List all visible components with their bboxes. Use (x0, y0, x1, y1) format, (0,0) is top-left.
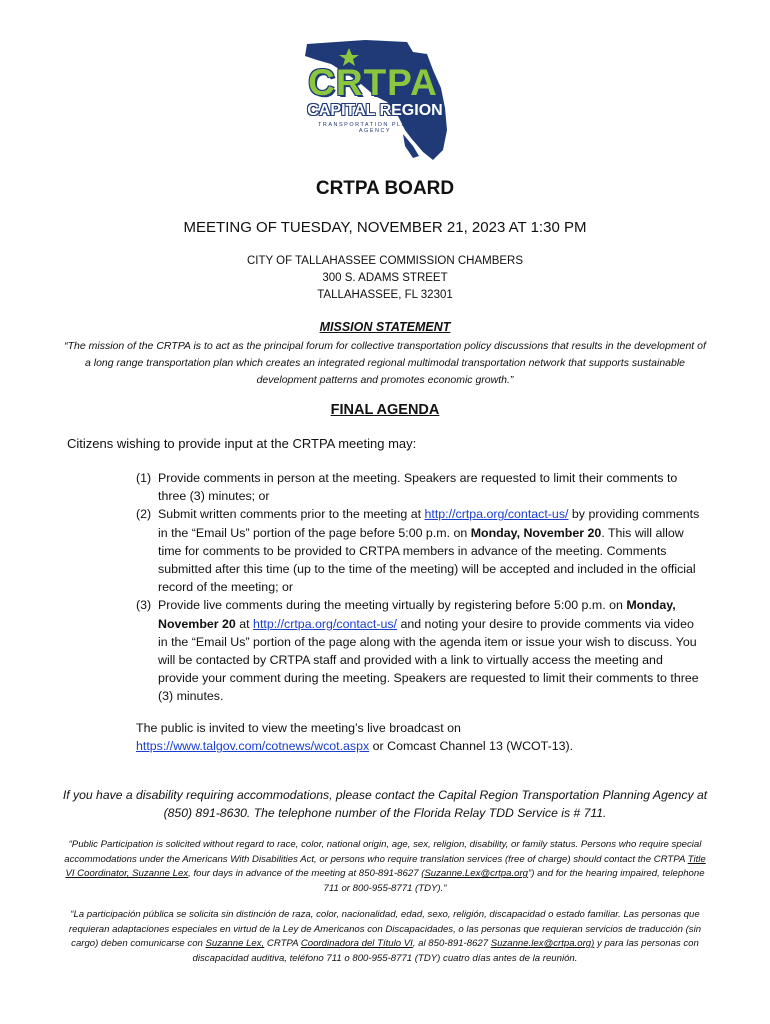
spanish-participation-notice: “La participación pública se solicita sin distinción de raza, color, nacionalidad, edad, sexo, religión, discapacidad o estado familiar. Las personas que requieran adaptaciones especiales en virtud de la Ley de Americanos con Discapacidades, o las personas que requieran servicios de traducción (sin cargo) deben comunicarse con Suzanne Lex, CRTPA Coordinadora del Título VI, al 850-891-8627 Suzanne.lex@crtpa.org) y para las personas con discapacidad auditiva, teléfono 711 o 800-955-8771 (TDY) cuatro días antes de la reunión. (68, 909, 702, 964)
participation-notice: “Public Participation is solicited without regard to race, color, national origin, age, sex, religion, disability, or family status. Persons who require special accommodations under the Americans With Disabilities Act, or persons who require translation services (free of charge) should contact the CRTPA Title VI Coordinator, Suzanne Lex, four days in advance of the meeting at 850-891-8627 (Suzanne.Lex@crtpa.org”) and for the hearing impaired, telephone 711 or 800-955-8771 (TDY).” (64, 839, 706, 894)
agenda-heading: FINAL AGENDA (330, 402, 440, 418)
broadcast-link[interactable]: https://www.talgov.com/cotnews/wcot.aspx (136, 739, 370, 754)
logo-main-text: CRTPA (308, 62, 438, 103)
crtpa-logo (295, 34, 455, 164)
broadcast-notice: The public is invited to view the meeting’s live broadcast on https://www.talgov.com/cotnews/wcot.aspx or Comcast Channel 13 (WCOT-13). (136, 721, 574, 754)
item-number: (1) (136, 471, 152, 485)
list-item (136, 469, 706, 505)
item-text: Submit written comments prior to the meeting at (158, 507, 425, 522)
mission-text: “The mission of the CRTPA is to act as the principal forum for collective transportation policy discussions that results in the development of a long range transportation plan which creates an integrated regional multimodal transportation network that supports sustainable development patterns and promotes economic growth.” (64, 340, 706, 386)
page-title: CRTPA BOARD (315, 178, 455, 199)
deadline-date: Monday, November 20 (470, 525, 602, 540)
meeting-date: MEETING OF TUESDAY, NOVEMBER 21, 2023 AT 1:30 PM (183, 219, 587, 236)
input-options-list (136, 469, 706, 706)
item-number: (3) (136, 598, 152, 613)
mission-heading: MISSION STATEMENT (319, 320, 451, 334)
coordinator-title: Coordinadora del Título VI (300, 938, 413, 949)
item-text: Provide comments in person at the meeting. Speakers are requested to limit their comments to three (3) minutes; or (158, 471, 678, 504)
disability-notice: If you have a disability requiring accommodations, please contact the Capital Region Transportation Planning Agency at (850) 891-8630. The telephone number of the Florida Relay TDD Service is # 711. (62, 788, 708, 820)
address-line-3: TALLAHASSEE, FL 32301 (317, 289, 453, 301)
contact-us-link[interactable]: http://crtpa.org/contact-us/ (424, 507, 569, 522)
coordinator-name: Suzanne Lex, (205, 938, 265, 949)
list-item: (3) Provide live comments during the meeting virtually by registering before 5:00 p.m. on Monday, November 20 at http://crtpa.org/contact-us/ and noting your desire to provide comments via video in the “Email Us” portion of the page along with the agenda item or issue your wish to discuss. You will be contacted by CRTPA staff and provided with a link to virtually access the meeting and provide your comment during the meeting. Speakers are requested to limit their comments to three (3) minutes. (136, 598, 699, 704)
address-line-1: CITY OF TALLAHASSEE COMMISSION CHAMBERS (246, 255, 524, 267)
contact-us-link[interactable]: http://crtpa.org/contact-us/ (253, 616, 397, 631)
intro-text: Citizens wishing to provide input at the CRTPA meeting may: (67, 436, 417, 451)
coordinator-email: (Suzanne.Lex@crtpa.org (421, 868, 529, 879)
logo-tagline: TRANSPORTATION PLANNING AGENCY (318, 122, 432, 134)
coordinator-email: Suzanne.lex@crtpa.org) (490, 938, 595, 949)
item-text: Provide live comments during the meeting virtually by registering before 5:00 p.m. on (158, 598, 627, 613)
list-item: (2) Submit written comments prior to the meeting at http://crtpa.org/contact-us/ by providing comments in the “Email Us” portion of the page before 5:00 p.m. on Monday, November 20. This will allow time for comments to be provided to CRTPA members in advance of the meeting. Comments submitted after this time (up to the time of the meeting) will be accepted and included in the official record of the meeting; or (136, 507, 700, 595)
item-number: (2) (136, 507, 152, 522)
logo-sub-text: CAPITAL REGION (307, 102, 443, 119)
deadline-date: Monday, November 20 (158, 598, 676, 631)
coordinator-name: Title VI Coordinator, Suzanne Lex (65, 853, 706, 879)
address-line-2: 300 S. ADAMS STREET (322, 272, 448, 284)
